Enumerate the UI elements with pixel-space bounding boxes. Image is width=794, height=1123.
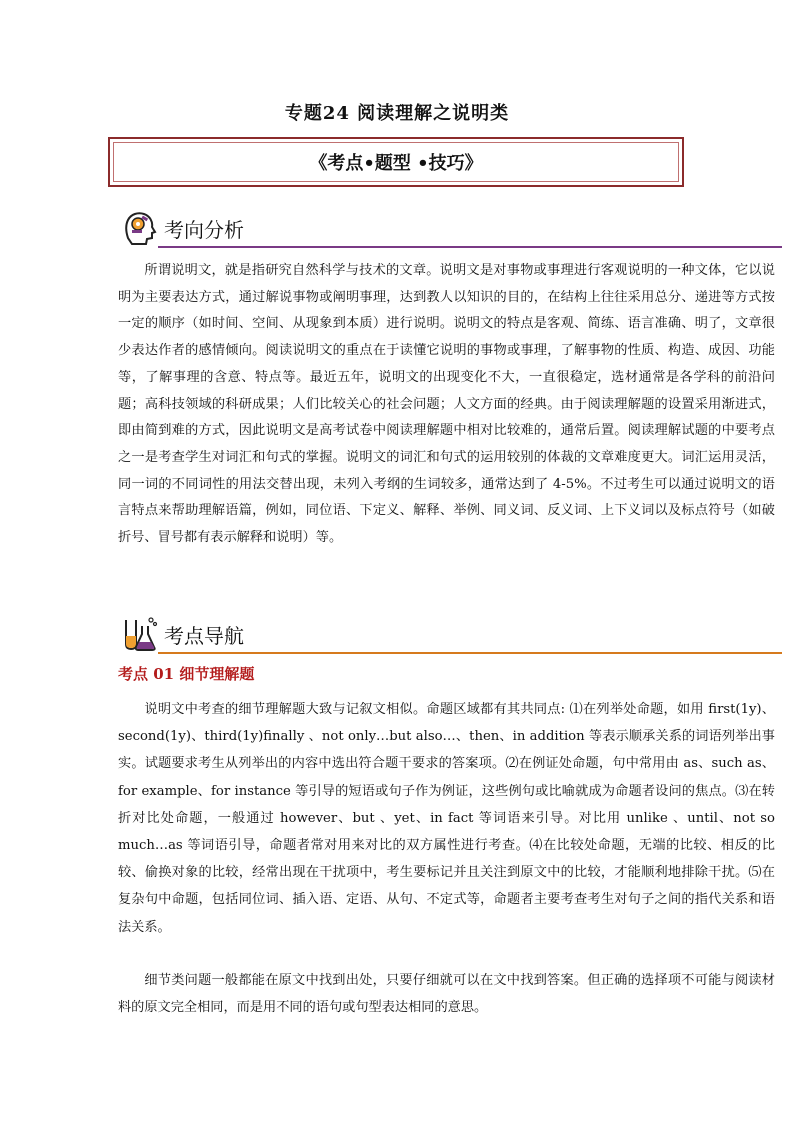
section-rule [158, 246, 782, 248]
section-heading-analysis [118, 208, 778, 248]
document-title: 专题24 阅读理解之说明类 [284, 103, 510, 124]
head-gears-icon [120, 208, 158, 246]
section-label: 考向分析 [164, 218, 244, 242]
section-heading-navigation [118, 614, 778, 654]
subtitle: 《考点•题型 •技巧》 [113, 142, 679, 182]
intro-paragraph: 所谓说明文，就是指研究自然科学与技术的文章。说明文是对事物或事理进行客观说明的一种文体，它以说明为主要表达方式，通过解说事物或阐明事理，达到教人以知识的目的，在结构上往往采用总分、递进等方式按一定的顺序（如时间、空间、从现象到本质）进行说明。说明文的特点是客观、简练、语言准确、明了，文章很少表达作者的感情倾向。阅读说明文的重点在于读懂它说明的事物或事理，了解事物的性质、构造、成因、功能等，了解事理的含意、特点等。最近五年，说明文的出现变化不大，一直很稳定，选材通常是各学科的前沿问题；高科技领域的科研成果；人们比较关心的社会问题；人文方面的经典。由于阅读理解题的设置采用渐进式，即由简到难的方式，因此说明文是高考试卷中阅读理解题中相对比较难的，通常后置。阅读理解试题的中要考点之一是考查学生对词汇和句式的掌握。说明文的词汇和句式的运用较别的体裁的文章难度更大。词汇运用灵活，同一词的不同词性的用法交替出现，未列入考纲的生词较多，通常达到了 4-5%。不过考生可以通过说明文的语言特点来帮助理解语篇，例如，同位语、下定义、解释、举例、同义词、反义词、上下义词以及标点符号（如破折号、冒号都有表示解释和说明）等。 [118, 263, 775, 546]
subtitle-frame [108, 137, 684, 187]
closing-paragraph: 细节类问题一般都能在原文中找到出处，只要仔细就可以在文中找到答案。但正确的选择项不可能与阅读材料的原文完全相同，而是用不同的语句或句型表达相同的意思。 [118, 973, 775, 1015]
subsection-title: 考点 01 细节理解题 [118, 665, 255, 683]
lab-flask-icon [120, 614, 158, 652]
section-label: 考点导航 [164, 624, 244, 648]
section-rule [158, 652, 782, 654]
detail-paragraph: 说明文中考查的细节理解题大致与记叙文相似。命题区域都有其共同点: ⑴在列举处命题，如用 first(1y)、second(1y)、third(1y)finally 、not only…but also…、then、in addition 等表示顺承关系的词语列举出事实。试题要求考生从列举出的内容中选出符合题干要求的答案项。⑵在例证处命题，句中常用由 as、such as、for example、for instance 等引导的短语或句子作为例证，这些例句或比喻就成为命题者设问的焦点。⑶在转折对比处命题，一般通过 however、but 、yet、in fact 等词语来引导。对比用 unlike 、until、not so much…as 等词语引导，命题者常对用来对比的双方属性进行考查。⑷在比较处命题，无端的比较、相反的比较、偷换对象的比较，经常出现在干扰项中，考生要标记并且关注到原文中的比较，才能顺利地排除干扰。⑸在复杂句中命题，包括同位词、插入语、定语、从句、不定式等，命题者主要考查考生对句子之间的指代关系和语法关系。 [118, 702, 775, 935]
